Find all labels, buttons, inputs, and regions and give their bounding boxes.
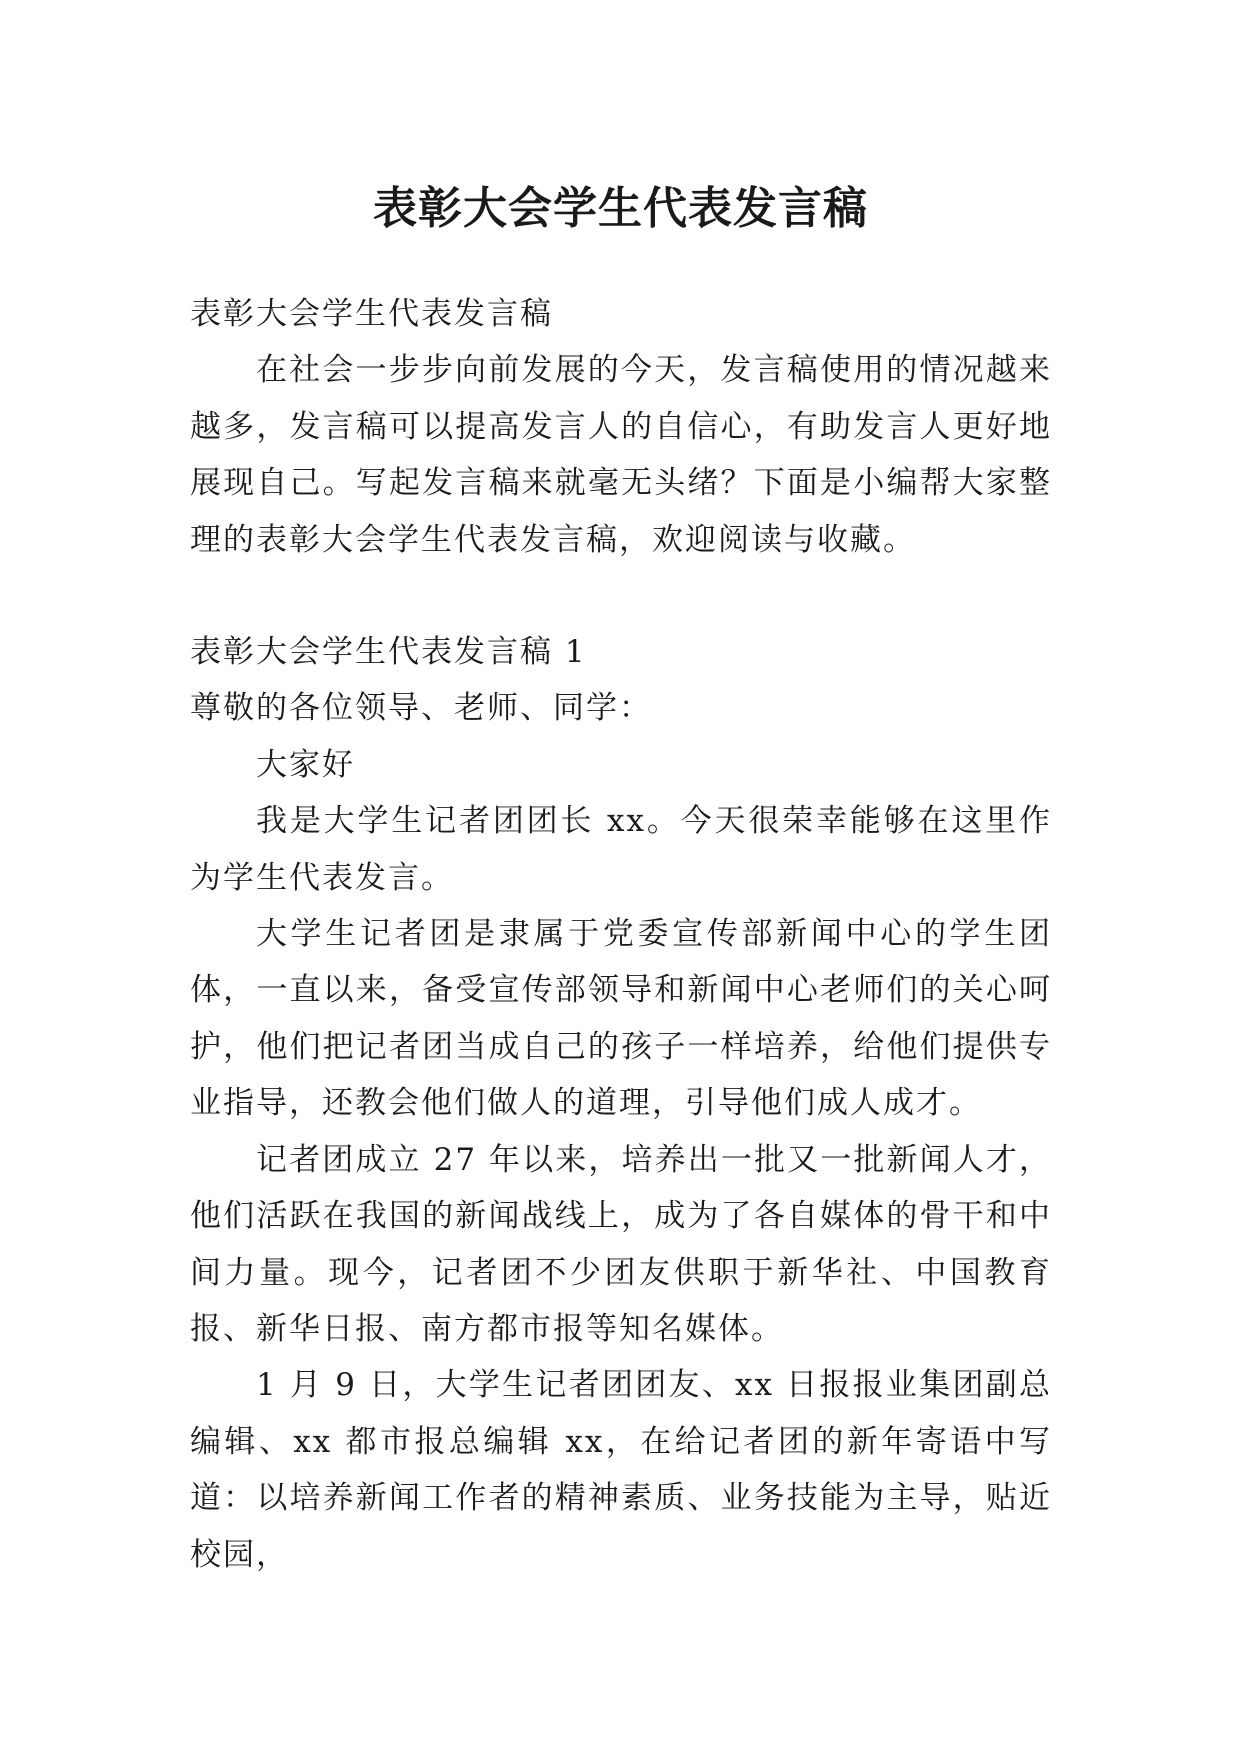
- body-paragraph: 我是大学生记者团团长 xx。今天很荣幸能够在这里作为学生代表发言。: [190, 803, 1052, 896]
- body-paragraph: 大学生记者团是隶属于党委宣传部新闻中心的学生团体，一直以来，备受宣传部领导和新闻中心老师们的关心呵护，他们把记者团当成自己的孩子一样培养，给他们提供专业指导，还教会他们做人的道理，引导他们成人成才。: [190, 916, 1052, 1122]
- body-paragraph: 记者团成立 27 年以来，培养出一批又一批新闻人才，他们活跃在我国的新闻战线上，成为了各自媒体的骨干和中间力量。现今，记者团不少团友供职于新华社、中国教育报、新华日报、南方都市报等知名媒体。: [190, 1141, 1052, 1347]
- salutation: 尊敬的各位领导、老师、同学：: [190, 690, 652, 727]
- body-paragraph: 1 月 9 日，大学生记者团团友、xx 日报报业集团副总编辑、xx 都市报总编辑 xx，在给记者团的新年寄语中写道：以培养新闻工作者的精神素质、业务技能为主导，贴近校园，: [190, 1367, 1052, 1573]
- intro-paragraph: 在社会一步步向前发展的今天，发言稿使用的情况越来越多，发言稿可以提高发言人的自信心，有助发言人更好地展现自己。写起发言稿来就毫无头绪？下面是小编帮大家整理的表彰大会学生代表发言稿，欢迎阅读与收藏。: [190, 352, 1052, 558]
- document-body: [190, 286, 1052, 1583]
- section-heading: 表彰大会学生代表发言稿 1: [190, 634, 587, 671]
- document-title: 表彰大会学生代表发言稿: [373, 183, 868, 235]
- greeting-paragraph: 大家好: [256, 746, 355, 783]
- subtitle: 表彰大会学生代表发言稿: [190, 296, 553, 332]
